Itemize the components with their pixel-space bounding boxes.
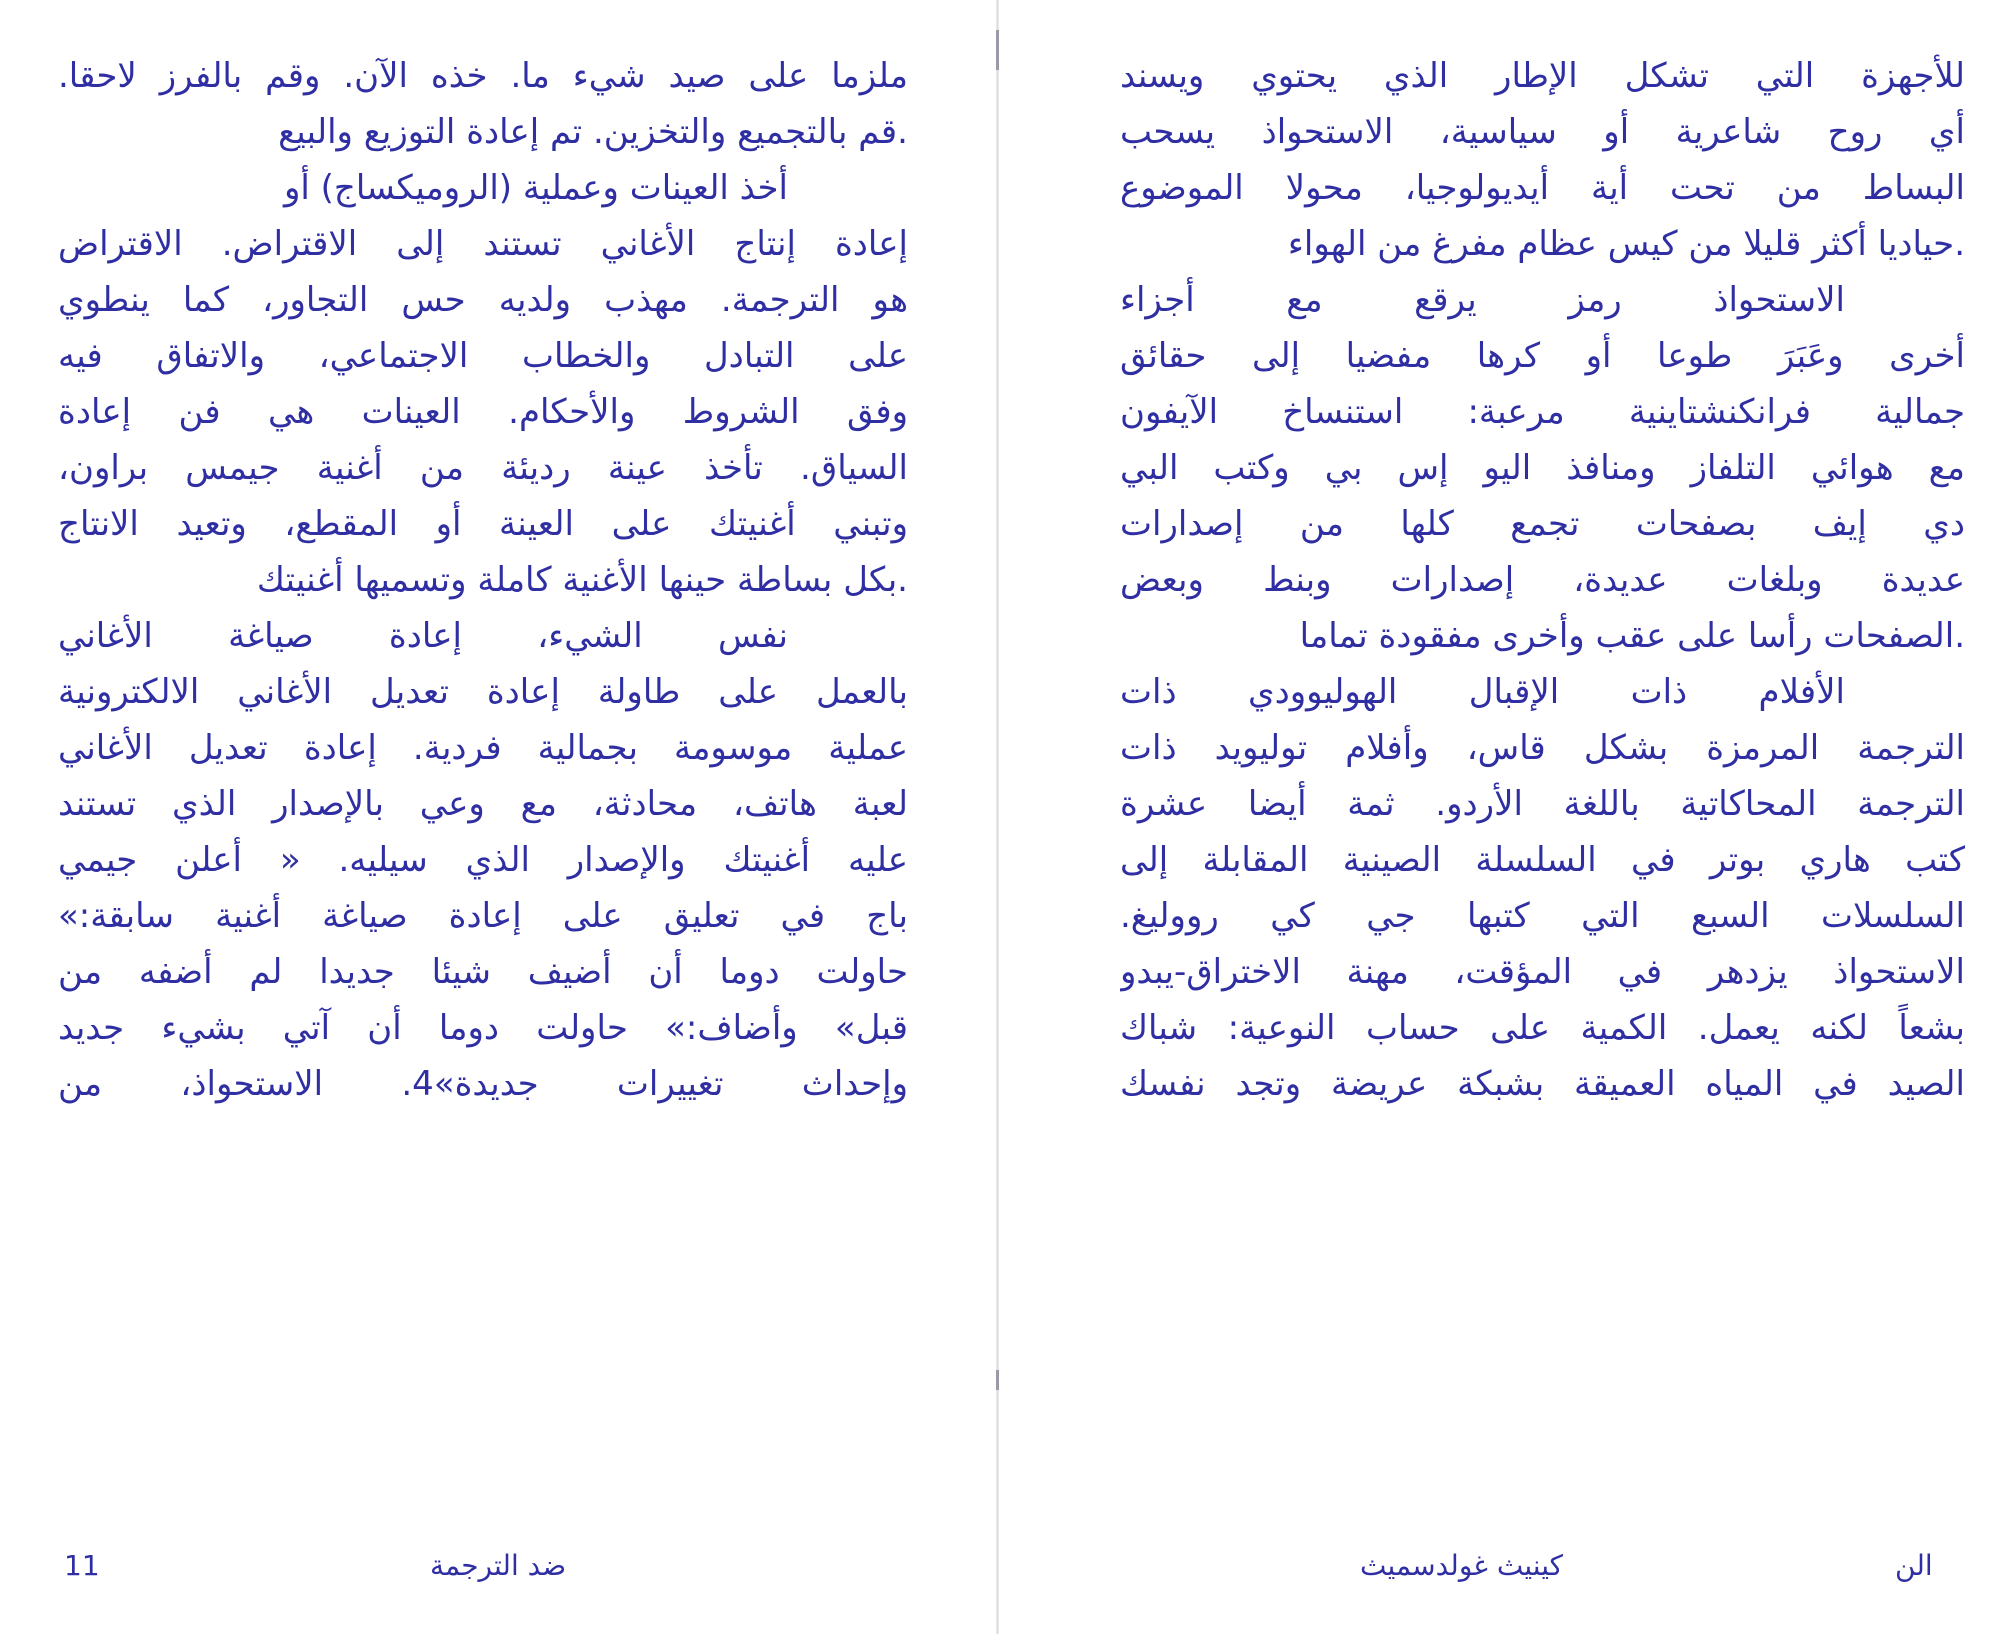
text-line: أخذ العينات وعملية (الروميكساج) أو <box>283 168 788 208</box>
text-line: .قم بالتجميع والتخزين. تم إعادة التوزيع والبيع <box>278 112 908 152</box>
text-line: للأجهزة التي تشكل الإطار الذي يحتوي ويسند <box>1120 56 1965 96</box>
text-line: الاستحواذ يزدهر في المؤقت، مهنة الاختراق-يبدو <box>1120 952 1965 992</box>
text-line: دي إيف بصفحات تجمع كلها من إصدارات <box>1120 504 1965 544</box>
text-line: عليه أغنيتك والإصدار الذي سيليه. « أعلن جيمي <box>58 840 908 880</box>
left-page-text <box>58 48 908 1112</box>
gutter-mark <box>996 30 999 70</box>
text-line: عملية موسومة بجمالية فردية. إعادة تعديل الأغاني <box>58 728 908 768</box>
text-line: السلسلات السبع التي كتبها جي كي رووليغ. <box>1120 896 1965 936</box>
text-line: البساط من تحت أية أيديولوجيا، محولا الموضوع <box>1120 168 1965 208</box>
text-line: الترجمة المحاكاتية باللغة الأردو. ثمة أيضا عشرة <box>1120 784 1965 824</box>
text-line: بالعمل على طاولة إعادة تعديل الأغاني الالكترونية <box>58 672 908 712</box>
running-author: كينيث غولدسميث <box>1360 1549 1563 1582</box>
text-line: الأفلام ذات الإقبال الهوليوودي ذات <box>1120 672 1845 712</box>
right-page-text <box>1120 48 1965 1112</box>
text-line: قبل» وأضاف:» حاولت دوما أن آتي بشيء جديد <box>58 1008 908 1048</box>
page-number: 11 <box>64 1549 100 1582</box>
text-line: لعبة هاتف، محادثة، مع وعي بالإصدار الذي تستند <box>58 784 908 824</box>
text-line: عديدة وبلغات عديدة، إصدارات وبنط وبعض <box>1120 560 1965 600</box>
text-line: هو الترجمة. مهذب ولديه حس التجاور، كما ينطوي <box>58 280 908 320</box>
text-line: أخرى وعَبَرَ طوعا أو كرها مفضيا إلى حقائق <box>1120 336 1965 376</box>
text-line: وتبني أغنيتك على العينة أو المقطع، وتعيد الانتاج <box>58 504 908 544</box>
text-line: الاستحواذ رمز يرقع مع أجزاء <box>1120 280 1845 320</box>
text-line: كتب هاري بوتر في السلسلة الصينية المقابلة إلى <box>1120 840 1965 880</box>
text-line: بشعاً لكنه يعمل. الكمية على حساب النوعية: شباك <box>1120 1008 1965 1048</box>
text-line: أي روح شاعرية أو سياسية، الاستحواذ يسحب <box>1120 112 1965 152</box>
text-line: الصيد في المياه العميقة بشبكة عريضة وتجد نفسك <box>1120 1064 1965 1104</box>
text-line: الترجمة المرمزة بشكل قاس، وأفلام توليويد ذات <box>1120 728 1965 768</box>
text-line: إعادة إنتاج الأغاني تستند إلى الاقتراض. الاقتراض <box>58 224 908 264</box>
text-line: السياق. تأخذ عينة رديئة من أغنية جيمس براون، <box>58 448 908 488</box>
text-line: .الصفحات رأسا على عقب وأخرى مفقودة تماما <box>1299 616 1965 656</box>
text-line: على التبادل والخطاب الاجتماعي، والاتفاق فيه <box>58 336 908 376</box>
text-line: .بكل بساطة حينها الأغنية كاملة وتسميها أغنيتك <box>256 560 908 600</box>
running-fragment: الن <box>1895 1549 1933 1582</box>
text-line: ملزما على صيد شيء ما. خذه الآن. وقم بالفرز لاحقا. <box>58 56 908 96</box>
text-line: حاولت دوما أن أضيف شيئا جديدا لم أضفه من <box>58 952 908 992</box>
text-line: وإحداث تغييرات جديدة»4. الاستحواذ، من <box>58 1064 908 1104</box>
text-line: وفق الشروط والأحكام. العينات هي فن إعادة <box>58 392 908 432</box>
gutter-mark <box>996 1370 999 1390</box>
running-title: ضد الترجمة <box>430 1549 567 1582</box>
right-page <box>1000 0 2000 1634</box>
text-line: جمالية فرانكنشتاينية مرعبة: استنساخ الآيفون <box>1120 392 1965 432</box>
text-line: باج في تعليق على إعادة صياغة أغنية سابقة:» <box>58 896 908 936</box>
text-line: .حياديا أكثر قليلا من كيس عظام مفرغ من الهواء <box>1287 224 1965 264</box>
text-line: مع هوائي التلفاز ومنافذ اليو إس بي وكتب البي <box>1120 448 1965 488</box>
text-line: نفس الشيء، إعادة صياغة الأغاني <box>58 616 788 656</box>
